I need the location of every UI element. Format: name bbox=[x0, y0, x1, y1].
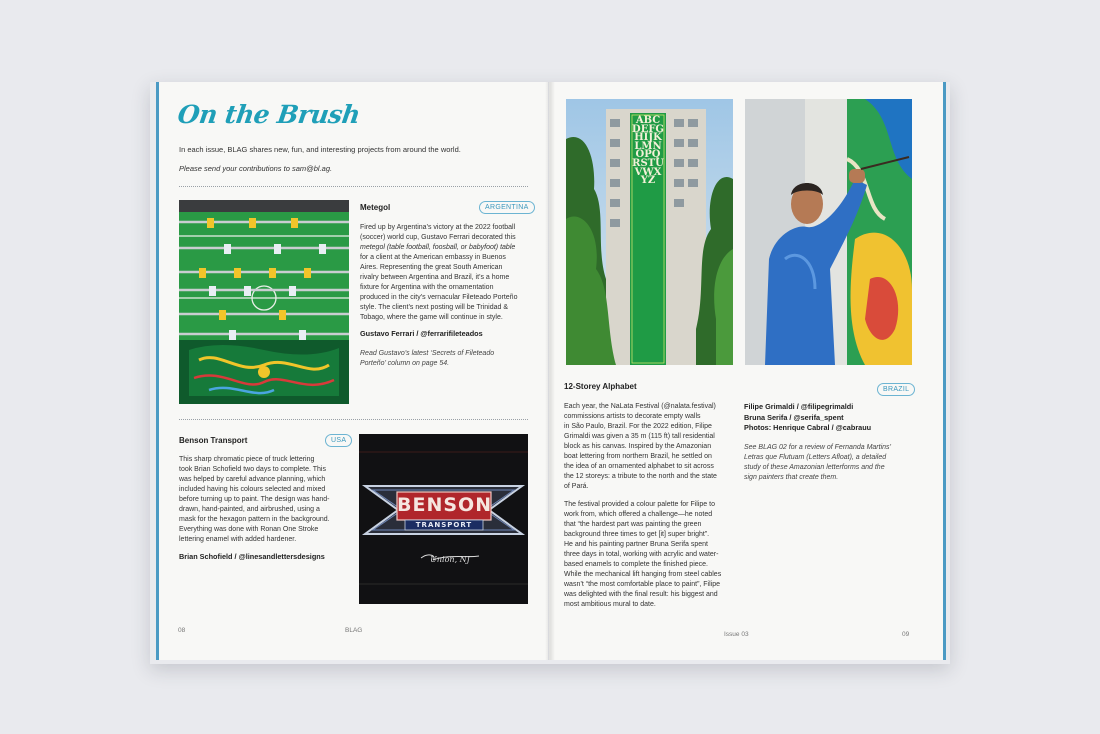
page-gutter bbox=[545, 82, 555, 660]
metegol-title: Metegol bbox=[360, 203, 391, 212]
body-line: rivalry between Argentina and Brazil, it’s a home bbox=[360, 274, 510, 281]
body-line: most ambitious mural to date. bbox=[564, 601, 656, 608]
building-mural-photo bbox=[566, 99, 733, 365]
body-line: drawn, hand-painted, and airbrushed, using a bbox=[179, 506, 320, 513]
metegol-credit: Gustavo Ferrari / @ferrarifileteados bbox=[360, 329, 483, 338]
issue-label: Issue 03 bbox=[724, 631, 749, 638]
body-line: style. The client’s next posting will be Trinidad & bbox=[360, 304, 508, 311]
benson-title: Benson Transport bbox=[179, 436, 248, 445]
body-line: took Brian Schofield two days to complete. This bbox=[179, 466, 326, 473]
body-line: metegol (table football, foosball, or babyfoot) table bbox=[360, 244, 516, 251]
note-line: study of these Amazonian letterforms and the bbox=[744, 464, 885, 471]
body-line: wasn’t “the most comfortable place to paint”, Filipe bbox=[564, 581, 721, 588]
body-line: This sharp chromatic piece of truck lettering bbox=[179, 456, 315, 463]
body-line: in São Paulo, Brazil. For the 2022 edition, Filipe bbox=[564, 423, 712, 430]
body-line: background three times to get [it] super bright”. bbox=[564, 531, 710, 538]
benson-word: BENSON bbox=[397, 494, 493, 516]
note-line: See BLAG 02 for a review of Fernanda Martins’ bbox=[744, 444, 892, 451]
note-line: sign painters that create them. bbox=[744, 474, 839, 481]
body-line: the idea of an ornamented alphabet to sit across bbox=[564, 463, 714, 470]
credit-line: Bruna Serifa / @serifa_spent bbox=[744, 412, 844, 422]
alphabet-body-para2 bbox=[564, 500, 739, 610]
credit-line: Filipe Grimaldi / @filipegrimaldi bbox=[744, 402, 854, 411]
body-line: Grimaldi was given a 35 m (115 ft) tall residential bbox=[564, 433, 715, 440]
body-line: (soccer) world cup, Gustavo Ferrari decorated this bbox=[360, 234, 516, 241]
body-line: based enamels to complete the finished piece. bbox=[564, 561, 708, 568]
body-line: He and his painting partner Bruna Serifa spent bbox=[564, 541, 708, 548]
body-line: included having his colours selected and mixed bbox=[179, 486, 326, 493]
transport-word: TRANSPORT bbox=[415, 521, 473, 529]
country-tag-usa: USA bbox=[325, 434, 352, 447]
metegol-note bbox=[360, 349, 494, 369]
body-line: of Pará. bbox=[564, 483, 589, 490]
body-line: was helped by careful advance planning, which bbox=[179, 476, 326, 483]
body-line: for a client at the American embassy in Buenos bbox=[360, 254, 506, 261]
body-line: Each year, the NaLata Festival (@nalata.festival) bbox=[564, 403, 716, 410]
body-line: that “the hardest part was painting the green bbox=[564, 521, 702, 528]
magazine-name: BLAG bbox=[345, 627, 363, 634]
note-line: Letras que Flutuam (Letters Afloat), a detailed bbox=[744, 454, 887, 461]
section-title: On the Brush bbox=[175, 100, 362, 129]
alphabet-body-para1 bbox=[564, 402, 739, 492]
country-tag-brazil: BRAZIL bbox=[877, 383, 915, 396]
alphabet-credits bbox=[744, 402, 871, 434]
body-line: Fired up by Argentina’s victory at the 2022 football bbox=[360, 224, 516, 231]
country-tag-argentina: ARGENTINA bbox=[479, 201, 535, 214]
contributions-text: Please send your contributions to sam@bl.ag. bbox=[179, 164, 333, 173]
union-nj-script: Union, NJ bbox=[430, 555, 470, 564]
body-line: Everything was done with Ronan One Stroke bbox=[179, 526, 319, 533]
note-line: Read Gustavo’s latest ‘Secrets of Fileteado bbox=[360, 350, 495, 357]
body-line: commissions artists to decorate empty walls bbox=[564, 413, 701, 420]
body-line: lettering enamel with added hardener. bbox=[179, 536, 297, 543]
body-line: Tobago, where the game will continue in style. bbox=[360, 314, 503, 321]
note-line: Porteño’ column on page 54. bbox=[360, 360, 450, 367]
body-line: boat lettering from northern Brazil, he settled on bbox=[564, 453, 712, 460]
body-line: Aires. Representing the great South American bbox=[360, 264, 503, 271]
page-number-left: 08 bbox=[178, 627, 186, 634]
painter-photo bbox=[745, 99, 912, 365]
divider bbox=[179, 419, 528, 420]
alphabet-note bbox=[744, 443, 914, 483]
benson-artwork bbox=[359, 434, 528, 604]
alphabet-title: 12-Storey Alphabet bbox=[564, 382, 637, 391]
intro-text: In each issue, BLAG shares new, fun, and interesting projects from around the world. bbox=[179, 145, 461, 154]
benson-body bbox=[179, 455, 351, 545]
body-line: block as his canvas. Inspired by the Amazonian bbox=[564, 443, 712, 450]
body-line: The festival provided a colour palette for Filipe to bbox=[564, 501, 715, 508]
body-line: While the mechanical lift hanging from steel cables bbox=[564, 571, 722, 578]
body-line: fixture for Argentina with the ornamentation bbox=[360, 284, 494, 291]
body-line: was delighted with the final result: his biggest and bbox=[564, 591, 718, 598]
alphabet-sign-letters: ABCDEFGHIJKLMNOPQRSTUVWXYZ bbox=[632, 115, 664, 187]
divider bbox=[179, 186, 528, 187]
metegol-body bbox=[360, 223, 532, 323]
page-number-right: 09 bbox=[902, 631, 910, 638]
body-line: work from, which offered a challenge—he noted bbox=[564, 511, 713, 518]
body-line: three days in total, working with acrylic and water- bbox=[564, 551, 719, 558]
body-line: before turning up to paint. The design was hand- bbox=[179, 496, 330, 503]
metegol-photo bbox=[179, 200, 349, 404]
body-line: the 12 storeys: a tribute to the north and the state bbox=[564, 473, 717, 480]
body-line: mask for the hexagon pattern in the background. bbox=[179, 516, 330, 523]
body-line: produced in the city’s vernacular Fileteado Porteño bbox=[360, 294, 518, 301]
benson-credit: Brian Schofield / @linesandlettersdesigns bbox=[179, 552, 325, 561]
credit-line: Photos: Henrique Cabral / @cabrauu bbox=[744, 423, 872, 432]
